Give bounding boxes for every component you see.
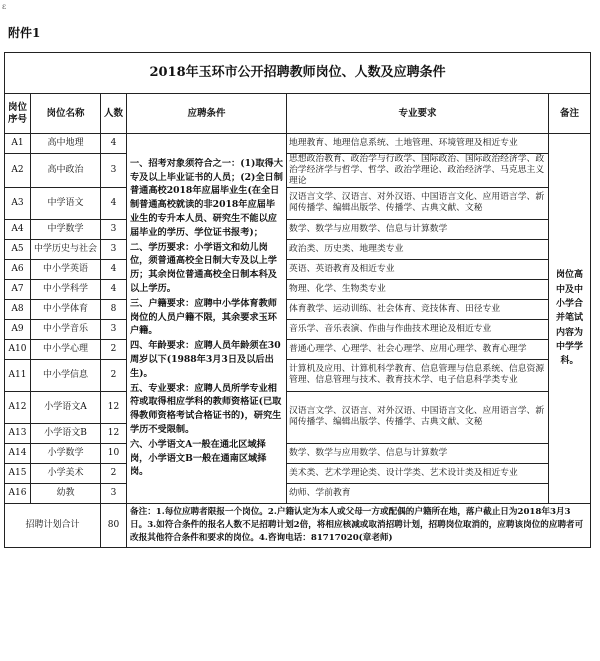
total-label: 招聘计划合计: [5, 503, 101, 547]
requirement-item: 六、小学语文A一般在通北区域择岗，小学语文B一般在通南区域择岗。: [130, 438, 267, 478]
cell-seq: A13: [5, 423, 31, 443]
table-row: [5, 319, 591, 339]
cell-major: 汉语言文学、汉语言、对外汉语、中国语言文化、应用语言学、新闻传播学、编辑出版学、传播学、古典文献、文秘: [287, 391, 549, 443]
total-row: [5, 503, 591, 547]
cell-count: 12: [101, 423, 127, 443]
table-row: [5, 259, 591, 279]
attachment-label: 附件1: [8, 26, 41, 40]
cell-seq: A12: [5, 391, 31, 423]
table-row: [5, 463, 591, 483]
requirement-item: 五、专业要求：应聘人员所学专业相符或取得相应学科的教师资格证(已取得教师资格考试合格证书的)，研究生学历不受限制。: [130, 382, 282, 435]
cell-count: 3: [101, 219, 127, 239]
cell-name: 高中政治: [31, 154, 101, 188]
cell-seq: A2: [5, 154, 31, 188]
cell-seq: A14: [5, 443, 31, 463]
cell-major: 英语、英语教育及相近专业: [287, 259, 549, 279]
requirement-item: 二、学历要求：小学语文和幼儿岗位，须普通高校全日制大专及以上学历；其余岗位普通高校全日制本科及以上学历。: [130, 241, 277, 294]
table-row: [5, 239, 591, 259]
header-name: 岗位名称: [31, 94, 101, 134]
recruitment-table: [4, 52, 591, 548]
cell-major: 政治类、历史类、地理类专业: [287, 239, 549, 259]
table-title: 2018年玉环市公开招聘教师岗位、人数及应聘条件: [5, 53, 591, 94]
header-remarks: 备注: [549, 94, 591, 134]
cell-count: 3: [101, 239, 127, 259]
remarks-cell: 岗位高中及中小学合并笔试内容为中学学科。: [549, 134, 591, 504]
cell-major: 普通心理学、心理学、社会心理学、应用心理学、教育心理学: [287, 339, 549, 359]
cell-count: 4: [101, 279, 127, 299]
header-requirements: 应聘条件: [127, 94, 287, 134]
requirement-item: 四、年龄要求：应聘人员年龄须在30周岁以下(1988年3月3日及以后出生)。: [130, 340, 281, 379]
table-row: [5, 443, 591, 463]
cell-name: 幼教: [31, 483, 101, 503]
cell-seq: A7: [5, 279, 31, 299]
cell-count: 2: [101, 359, 127, 391]
cell-name: 中小学心理: [31, 339, 101, 359]
cell-count: 3: [101, 483, 127, 503]
cell-major: 计算机及应用、计算机科学教育、信息管理与信息系统、信息资源管理、信息管理与技术、教育技术学、电子信息科学类专业: [287, 359, 549, 391]
table-row: [5, 154, 591, 188]
cell-name: 中学数学: [31, 219, 101, 239]
cell-seq: A1: [5, 134, 31, 154]
cell-name: 小学数学: [31, 443, 101, 463]
cell-count: 2: [101, 463, 127, 483]
header-row: [5, 94, 591, 134]
cell-name: 中小学科学: [31, 279, 101, 299]
cell-count: 8: [101, 299, 127, 319]
cell-count: 3: [101, 154, 127, 188]
cell-seq: A16: [5, 483, 31, 503]
table-row: [5, 187, 591, 219]
cell-seq: A6: [5, 259, 31, 279]
footnote: 备注：1.每位应聘者限报一个岗位。2.户籍认定为本人或父母一方或配偶的户籍所在地，落户截止日为2018年3月3日。3.如符合条件的报名人数不足招聘计划2倍，将相应核减或取消招聘计划，招聘岗位取消的，应聘该岗位的应聘者可改报其他符合条件和要求的岗位。4.咨询电话：81717020(章老师): [127, 503, 591, 547]
cell-major: 汉语言文学、汉语言、对外汉语、中国语言文化、应用语言学、新闻传播学、编辑出版学、传播学、古典文献、文秘: [287, 187, 549, 219]
cell-seq: A4: [5, 219, 31, 239]
cell-count: 4: [101, 187, 127, 219]
cell-major: 地理教育、地理信息系统、土地管理、环境管理及相近专业: [287, 134, 549, 154]
cell-seq: A15: [5, 463, 31, 483]
table-row: [5, 359, 591, 391]
cell-major: 物理、化学、生物类专业: [287, 279, 549, 299]
cell-name: 小学语文A: [31, 391, 101, 423]
cell-major: 体育教学、运动训练、社会体育、竞技体育、田径专业: [287, 299, 549, 319]
cell-count: 2: [101, 339, 127, 359]
cell-seq: A10: [5, 339, 31, 359]
cell-seq: A8: [5, 299, 31, 319]
cell-name: 高中地理: [31, 134, 101, 154]
cell-seq: A11: [5, 359, 31, 391]
cell-seq: A9: [5, 319, 31, 339]
cell-major: 音乐学、音乐表演、作曲与作曲技术理论及相近专业: [287, 319, 549, 339]
cell-name: 中小学英语: [31, 259, 101, 279]
corner-mark: ε: [2, 2, 7, 11]
requirement-item: 三、户籍要求：应聘中小学体育教师岗位的人员户籍不限，其余要求玉环户籍。: [130, 297, 277, 337]
header-count: 人数: [101, 94, 127, 134]
table-row: [5, 339, 591, 359]
cell-major: 幼师、学前教育: [287, 483, 549, 503]
cell-name: 中小学体育: [31, 299, 101, 319]
table-row: [5, 299, 591, 319]
cell-name: 中学历史与社会: [31, 239, 101, 259]
cell-major: 思想政治教育、政治学与行政学、国际政治、国际政治经济学、政治学经济学与哲学、哲学、政治学理论、政治经济学、马克思主义理论: [287, 154, 549, 188]
requirement-item: 一、招考对象须符合之一：(1)取得大专及以上毕业证书的人员；(2)全日制普通高校2018年应届毕业生(在全日制普通高校就读的非2018年应届毕业生的专升本人员、研究生不能以应届毕业的学历、学位证书报考)；: [130, 157, 283, 238]
requirements-cell: [127, 134, 287, 504]
cell-major: 数学、数学与应用数学、信息与计算数学: [287, 219, 549, 239]
cell-major: 美术类、艺术学理论类、设计学类、艺术设计类及相近专业: [287, 463, 549, 483]
cell-seq: A3: [5, 187, 31, 219]
cell-count: 3: [101, 319, 127, 339]
table-row: [5, 279, 591, 299]
cell-count: 12: [101, 391, 127, 423]
header-major: 专业要求: [287, 94, 549, 134]
table-row: [5, 483, 591, 503]
cell-seq: A5: [5, 239, 31, 259]
cell-count: 4: [101, 259, 127, 279]
cell-name: 中小学音乐: [31, 319, 101, 339]
cell-count: 10: [101, 443, 127, 463]
table-row: [5, 391, 591, 423]
cell-name: 小学语文B: [31, 423, 101, 443]
cell-count: 4: [101, 134, 127, 154]
table-row: [5, 134, 591, 154]
cell-name: 中学语文: [31, 187, 101, 219]
header-seq: 岗位序号: [5, 94, 31, 134]
cell-name: 小学美术: [31, 463, 101, 483]
total-count: 80: [101, 503, 127, 547]
cell-major: 数学、数学与应用数学、信息与计算数学: [287, 443, 549, 463]
cell-name: 中小学信息: [31, 359, 101, 391]
table-row: [5, 219, 591, 239]
